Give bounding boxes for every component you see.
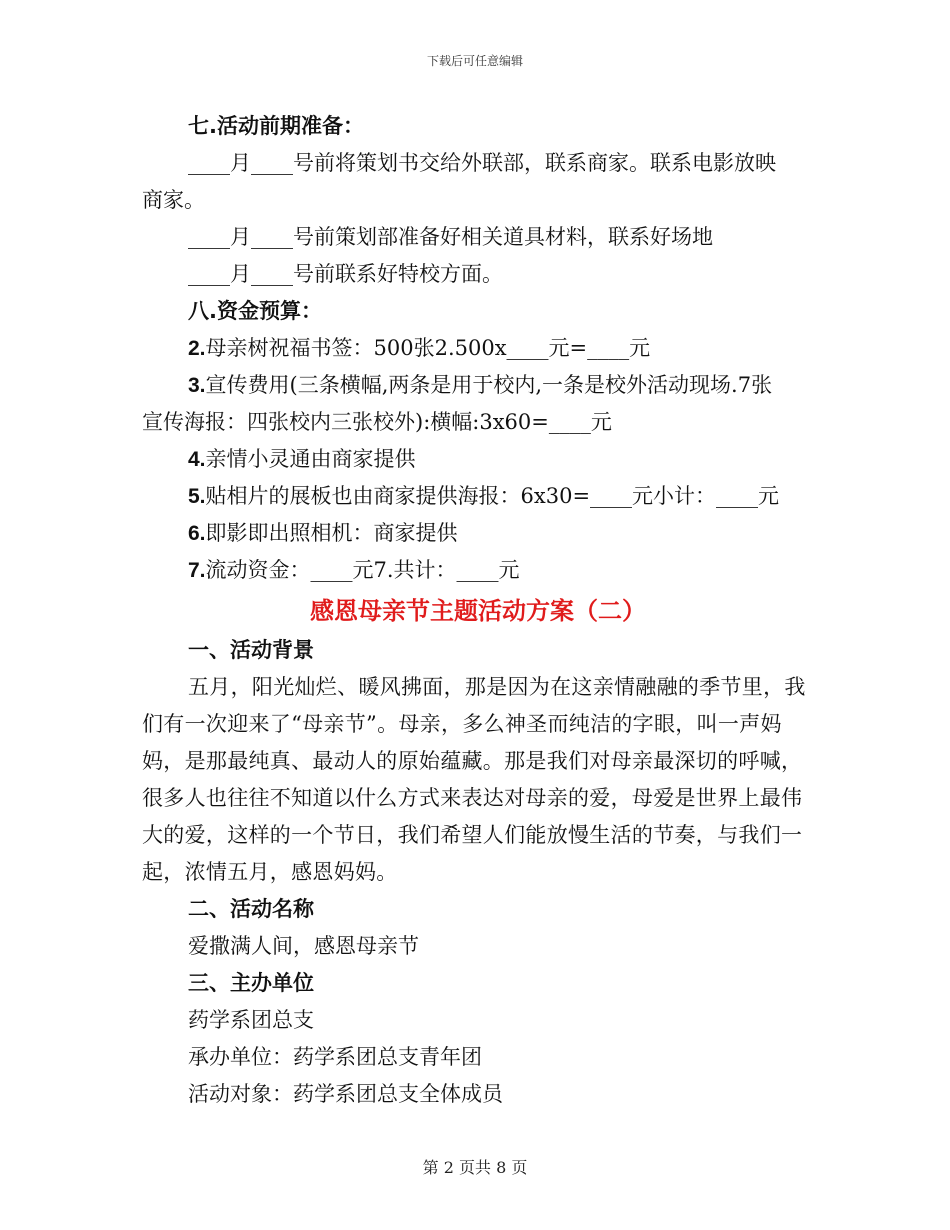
budget-item-text: 亲情小灵通由商家提供	[205, 447, 416, 471]
budget-item-number: 2.	[188, 337, 206, 360]
budget-item-4	[142, 441, 814, 478]
budget-item-text: 宣传费用(三条横幅,两条是用于校内,一条是校外活动现场.7张	[205, 373, 773, 397]
target-line: 活动对象：药学系团总支全体成员	[188, 1082, 503, 1106]
section-7-item-2: ____月____号前策划部准备好相关道具材料，联系好场地	[188, 225, 713, 249]
document-title: 感恩母亲节主题活动方案（二）	[310, 597, 646, 625]
section-7-item-1-cont: 商家。	[142, 188, 205, 212]
budget-item-number: 7.	[188, 559, 206, 582]
page-footer: 第 2 页共 8 页	[422, 1158, 528, 1177]
page-header: 下载后可任意编辑	[426, 54, 523, 68]
budget-item-text: 贴相片的展板也由商家提供海报：6x30=____元小计：____元	[205, 484, 780, 508]
part-3-heading: 三、主办单位	[188, 971, 314, 995]
section-7-heading: 七.活动前期准备：	[188, 114, 364, 138]
budget-item-6	[142, 515, 814, 552]
part-2-heading: 二、活动名称	[188, 897, 314, 921]
part-3-body: 药学系团总支	[188, 1008, 314, 1032]
budget-item-2	[142, 330, 814, 367]
part-1-heading: 一、活动背景	[188, 638, 314, 662]
budget-item-text: 母亲树祝福书签：500张2.500x____元=____元	[205, 336, 651, 360]
budget-item-5	[142, 478, 814, 515]
budget-item-text: 流动资金：____元7.共计：____元	[205, 558, 520, 582]
budget-item-3	[142, 367, 814, 404]
section-7-item-1: ____月____号前将策划书交给外联部，联系商家。联系电影放映	[188, 151, 776, 175]
part-1-body: 五月，阳光灿烂、暖风拂面，那是因为在这亲情融融的季节里，我们有一次迎来了“母亲节”。母亲，多么神圣而纯洁的字眼，叫一声妈妈，是那最纯真、最动人的原始蕴藏。那是我们对母亲最深切的呼喊，很多人也往往不知道以什么方式来表达对母亲的爱，母爱是世界上最伟大的爱，这样的一个节日，我们希望人们能放慢生活的节奏，与我们一起，浓情五月，感恩妈妈。	[142, 675, 806, 884]
section-8-heading: 八.资金预算：	[188, 299, 322, 323]
page-content	[142, 108, 814, 1113]
part-2-body: 爱撒满人间，感恩母亲节	[188, 934, 419, 958]
budget-item-text: 即影即出照相机：商家提供	[205, 521, 458, 545]
organizer-line: 承办单位：药学系团总支青年团	[188, 1045, 482, 1069]
budget-item-7	[142, 552, 814, 589]
budget-item-number: 3.	[188, 374, 206, 397]
budget-item-number: 6.	[188, 522, 206, 545]
section-7-item-3: ____月____号前联系好特校方面。	[188, 262, 503, 286]
budget-item-number: 5.	[188, 485, 206, 508]
budget-item-number: 4.	[188, 448, 206, 471]
budget-item-3-cont: 宣传海报：四张校内三张校外):横幅:3x60=____元	[142, 410, 612, 434]
